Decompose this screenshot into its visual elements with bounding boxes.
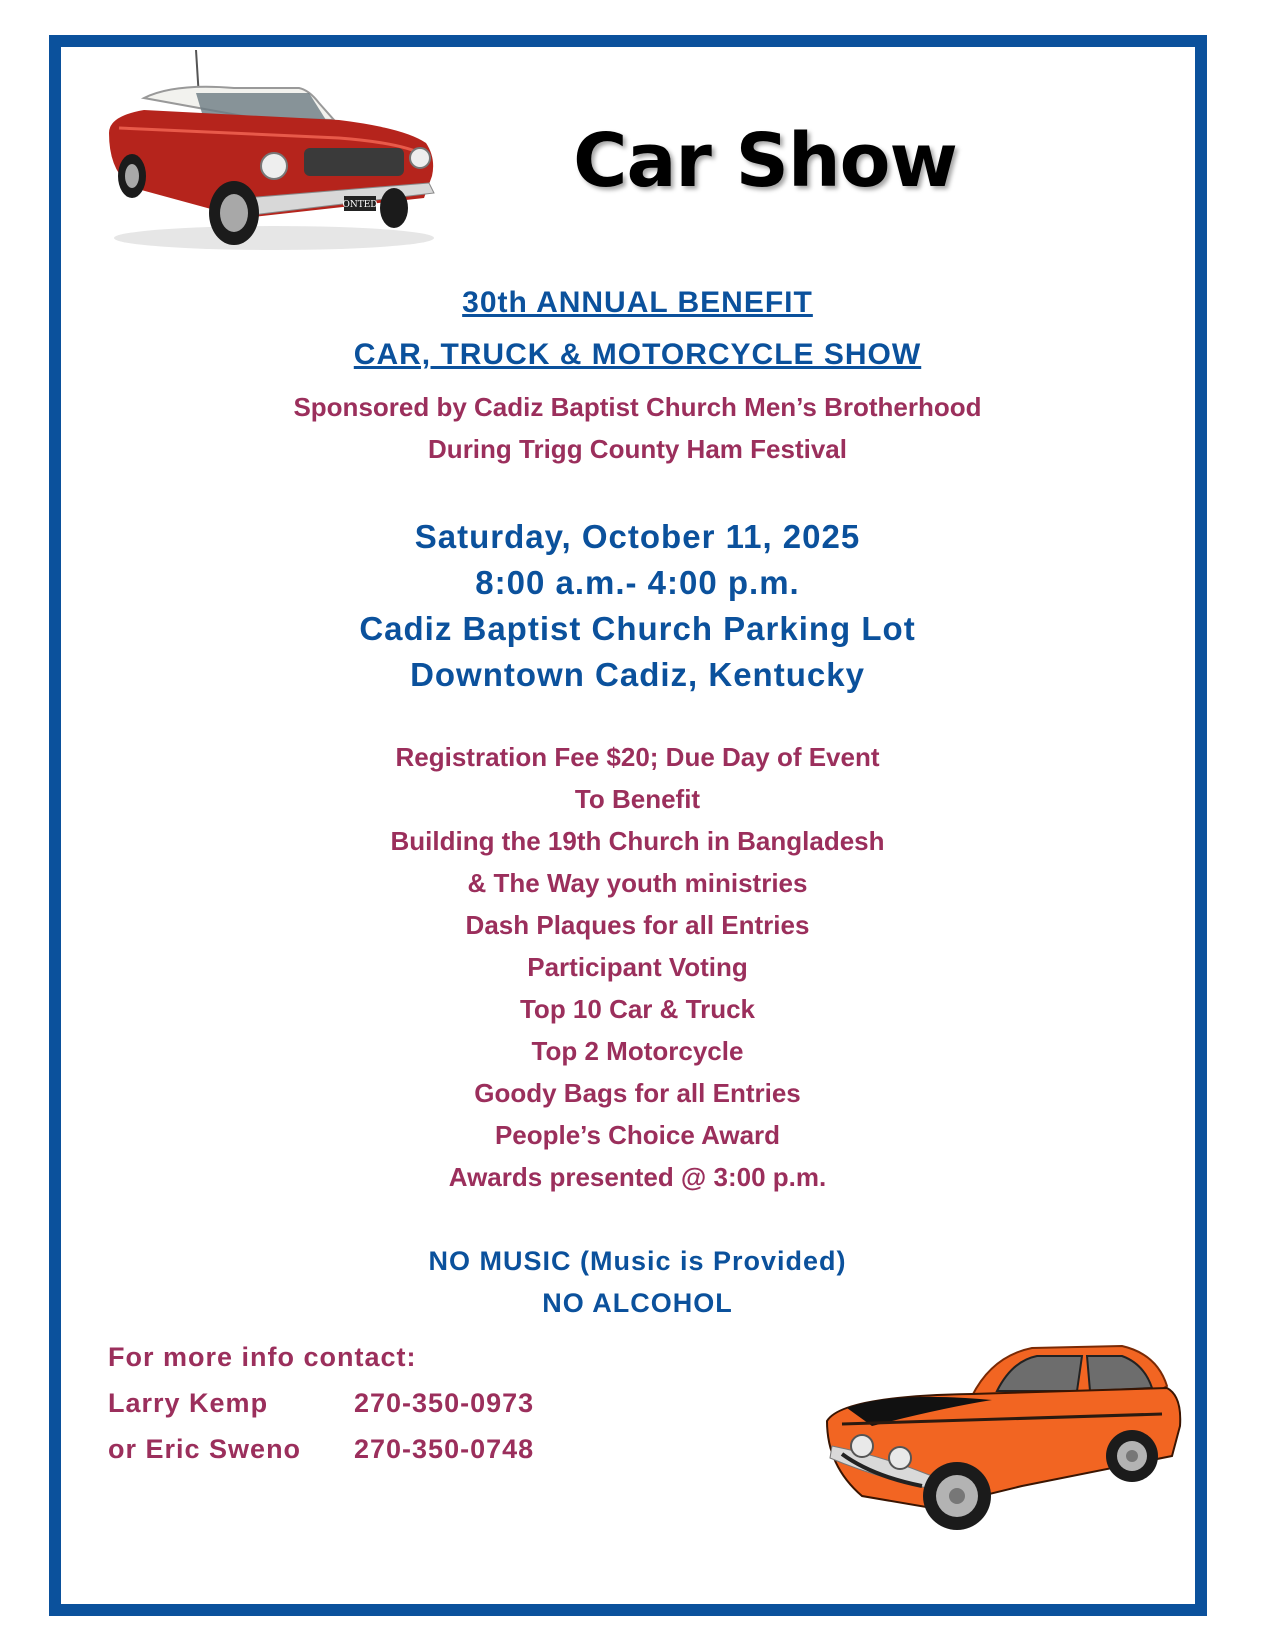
sponsor-line1: Sponsored by Cadiz Baptist Church Men’s Brotherhood — [293, 392, 982, 422]
red-classic-car-image — [104, 48, 444, 253]
detail-line: Top 2 Motorcycle — [531, 1036, 744, 1066]
event-time: 8:00 a.m.- 4:00 p.m. — [475, 564, 800, 601]
contact-name: or Eric Sweno — [108, 1434, 302, 1464]
event-heading-line2: CAR, TRUCK & MOTORCYCLE SHOW — [353, 338, 922, 371]
contact-row — [108, 1388, 535, 1419]
event-location: Downtown Cadiz, Kentucky — [410, 656, 865, 693]
detail-line: Dash Plaques for all Entries — [465, 910, 810, 940]
orange-muscle-car-image — [822, 1336, 1192, 1546]
detail-line: Top 10 Car & Truck — [519, 994, 756, 1024]
detail-line: Building the 19th Church in Bangladesh — [390, 826, 885, 856]
detail-line: Participant Voting — [527, 952, 748, 982]
contact-heading: For more info contact: — [108, 1342, 417, 1372]
event-venue: Cadiz Baptist Church Parking Lot — [359, 610, 916, 647]
rule-no-music: NO MUSIC (Music is Provided) — [428, 1246, 847, 1276]
rule-no-alcohol: NO ALCOHOL — [542, 1288, 733, 1318]
sponsor-line2: During Trigg County Ham Festival — [428, 434, 847, 464]
event-date: Saturday, October 11, 2025 — [414, 518, 861, 555]
detail-line: People’s Choice Award — [494, 1120, 781, 1150]
event-heading-line1: 30th ANNUAL BENEFIT — [462, 286, 813, 319]
contact-name: Larry Kemp — [108, 1388, 269, 1418]
page-title: Car Show — [573, 118, 957, 204]
detail-line: Awards presented @ 3:00 p.m. — [448, 1162, 827, 1192]
detail-line: Registration Fee $20; Due Day of Event — [395, 742, 880, 772]
detail-line: & The Way youth ministries — [467, 868, 808, 898]
license-plate-text: ONTED — [342, 200, 378, 210]
detail-line: Goody Bags for all Entries — [474, 1078, 801, 1108]
contact-row — [108, 1434, 535, 1465]
contact-phone: 270-350-0973 — [354, 1388, 535, 1418]
contact-phone: 270-350-0748 — [354, 1434, 535, 1464]
detail-line: To Benefit — [574, 784, 701, 814]
